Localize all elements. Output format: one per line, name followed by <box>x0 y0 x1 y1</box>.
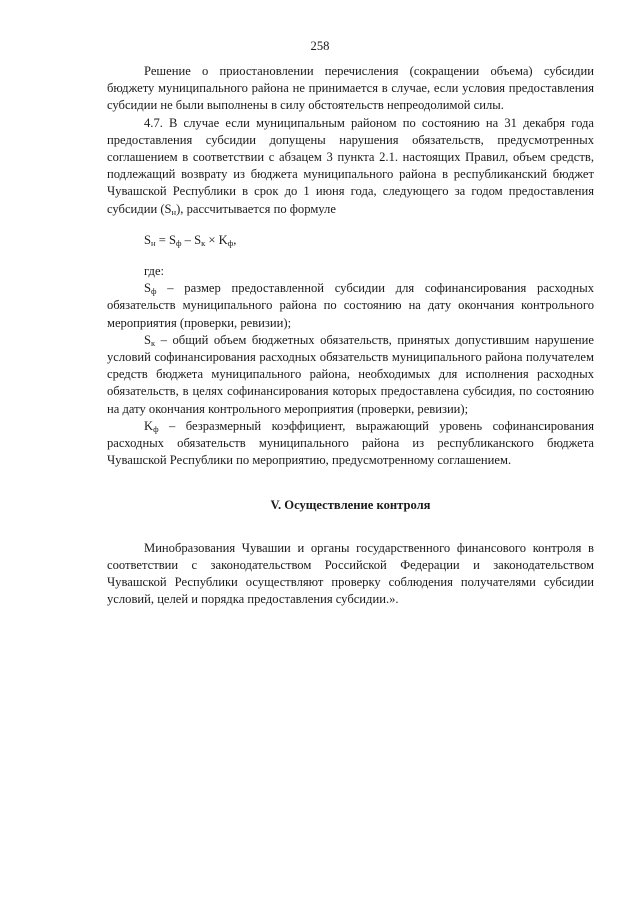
paragraph-4-7-subscript: н <box>171 206 177 217</box>
formula-symbol: = S <box>155 232 176 247</box>
definition-symbol: S <box>144 332 152 347</box>
return-formula <box>144 232 594 249</box>
formula-symbol: – S <box>181 232 202 247</box>
definition-sf <box>107 280 594 332</box>
page-number: 258 <box>310 39 330 53</box>
definition-subscript: ф <box>153 423 159 434</box>
formula-subscript: к <box>201 237 206 248</box>
paragraph-4-7 <box>107 115 594 218</box>
definition-symbol: S <box>144 281 152 296</box>
formula-subscript: н <box>151 237 156 248</box>
document-body <box>107 63 594 608</box>
definition-sk <box>107 332 594 418</box>
where-label: где: <box>144 264 165 279</box>
definition-subscript: ф <box>151 286 157 297</box>
section-heading: V. Осуществление контроля <box>270 498 431 513</box>
definition-text: – безразмерный коэффициент, выражающий уровень софинансирования расходных обязательств муниципального района из республиканского бюджета Чувашской Республики по мероприятию, предусмотренному соглашением. <box>107 418 594 468</box>
definition-text: – размер предоставленной субсидии для софинансирования расходных обязательств муниципального района по состоянию на дату окончания контрольного мероприятия (проверки, ревизии); <box>107 281 594 330</box>
paragraph-4-7-text-b: ), рассчитывается по формуле <box>176 201 336 216</box>
definition-text: – общий объем бюджетных обязательств, принятых допустившим нарушение условий софинансирования расходных обязательств муниципального района получателем средств бюджета муниципального района, необходимых для исполнения расходных обязательств, в целях софинансирования которых предоставлена субсидия, по состоянию на дату окончания контрольного мероприятия (проверки, ревизии); <box>107 332 594 416</box>
formula-symbol: × K <box>205 232 228 247</box>
formula-subscript: ф <box>175 237 182 248</box>
paragraph-suspension: Решение о приостановлении перечисления (сокращении объема) субсидии бюджету муниципального района не принимается в случае, если условия предоставления субсидии не были выполнены в силу обстоятельств непреодолимой силы. <box>107 64 594 113</box>
paragraph-4-7-text-a: 4.7. В случае если муниципальным районом по состоянию на 31 декабря года предоставления субсидии допущены нарушения обязательств, предусмотренных соглашением в соответствии с абзацем 3 пункта 2.1. настоящих Правил, объем средств, подлежащий возврату из бюджета муниципального района в республиканский бюджет Чувашской Республики в срок до 1 июня года, следующего за годом предоставления субсидии (S <box>107 115 594 216</box>
definition-kf <box>107 418 594 470</box>
definition-symbol: K <box>144 418 154 433</box>
formula-symbol: , <box>233 232 237 247</box>
paragraph-control: Минобразования Чувашии и органы государственного финансового контроля в соответствии с законодательством Российской Федерации и законодательством Чувашской Республики осуществляют проверку соблюдения получателями субсидии условий, целей и порядка предоставления субсидии.». <box>107 540 594 607</box>
definition-subscript: к <box>151 337 156 348</box>
formula-subscript: ф <box>227 237 234 248</box>
formula-symbol: S <box>144 232 152 247</box>
